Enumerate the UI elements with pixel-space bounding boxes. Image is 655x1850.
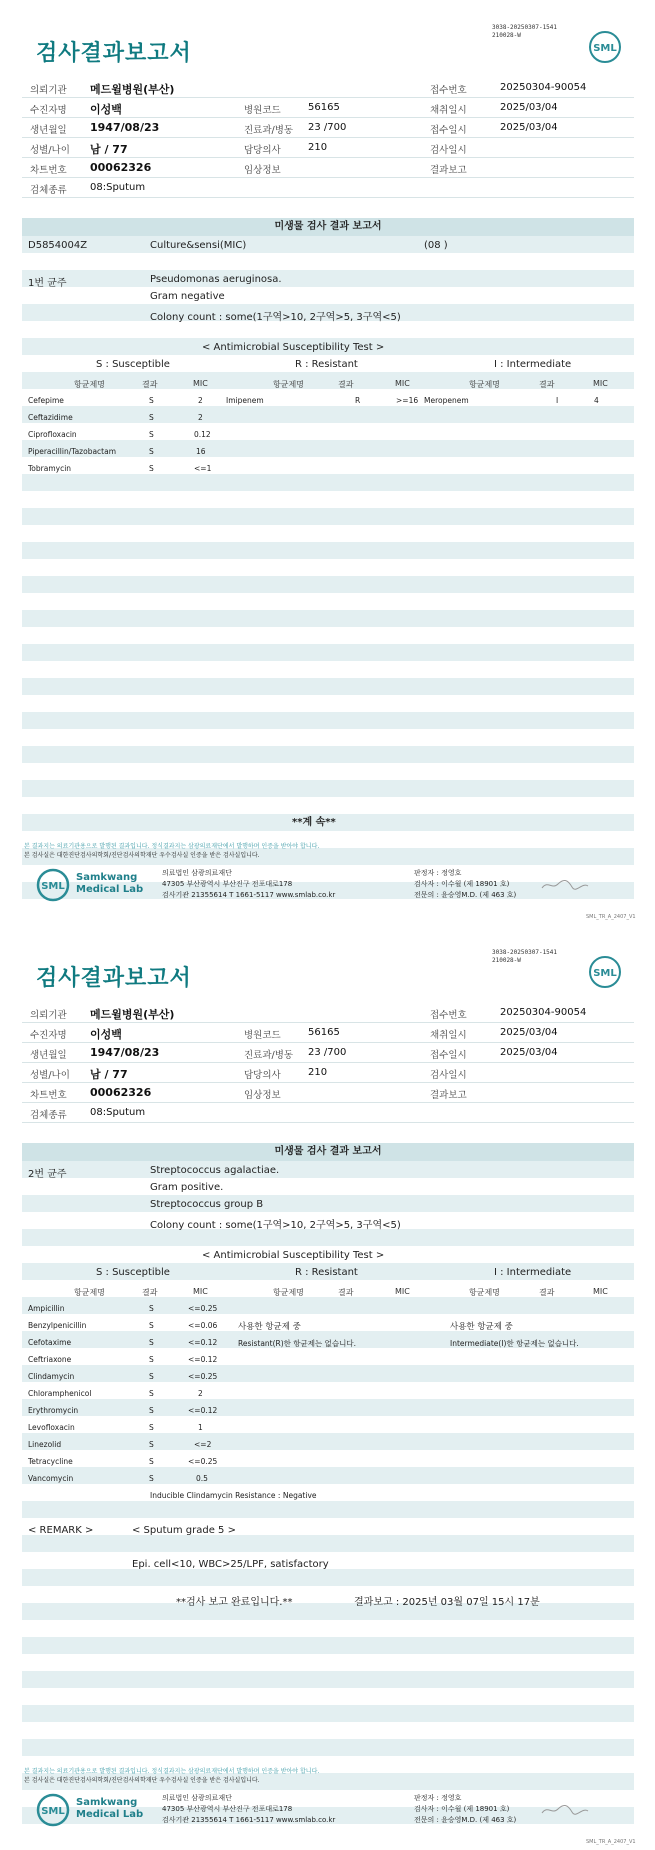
institution-value: 메드윌병원(부산) <box>90 83 175 96</box>
drug-mic: 0.12 <box>194 430 211 439</box>
drug-mic: 2 <box>198 1389 203 1398</box>
order-spec: (08 ) <box>424 240 448 251</box>
label-exam-date: 검사일시 <box>430 145 467 156</box>
section-title: 미생물 검사 결과 보고서 <box>22 1143 634 1161</box>
label-birth: 생년월일 <box>30 125 67 136</box>
gram-stain: Gram negative <box>150 291 225 302</box>
report-title: 검사결과보고서 <box>36 966 192 991</box>
footer-note-2: 본 검사실은 대한진단검사의학회/진단검사의학재단 우수검사실 인증을 받은 검사실입니다. <box>24 1777 260 1784</box>
legend-susceptible: S : Susceptible <box>96 359 170 370</box>
drug-mic: 4 <box>594 396 599 405</box>
receipt-date-value: 2025/03/04 <box>500 1047 558 1058</box>
chart-value: 00062326 <box>90 1086 152 1099</box>
label-hospital-code: 병원코드 <box>244 105 281 116</box>
patient-value: 이성백 <box>90 103 122 116</box>
logo-line-1: Samkwang <box>76 872 138 883</box>
label-hospital-code: 병원코드 <box>244 1030 281 1041</box>
collect-date-value: 2025/03/04 <box>500 102 558 113</box>
remark-grade: < Sputum grade 5 > <box>132 1525 236 1536</box>
drug-mic: 0.5 <box>196 1474 208 1483</box>
label-receipt-date: 접수일시 <box>430 1050 467 1061</box>
drug-name: Cefotaxime <box>28 1338 72 1347</box>
order-code: D5854004Z <box>28 240 88 251</box>
sml-logo <box>34 1789 144 1831</box>
doctor-value: 210 <box>308 142 328 153</box>
drug-result: S <box>149 1389 154 1398</box>
hospital-code-value: 56165 <box>308 1027 340 1038</box>
footer-org-info: 의료법인 삼광의료재단 47305 부산광역시 부산진구 전포대로178 검사기관 21355614 T 1661-5117 www.smlab.co.kr <box>162 869 336 899</box>
drug-name: Meropenem <box>424 396 469 405</box>
report-time: 결과보고 : 2025년 03월 07일 15시 17분 <box>354 1597 540 1608</box>
sex-age-value: 남 / 77 <box>90 143 128 156</box>
label-birth: 생년월일 <box>30 1050 67 1061</box>
ast-column-header: 항균제명 결과 MIC 항균제명 결과 MIC 항균제명 결과 MIC <box>74 1287 608 1297</box>
drug-result: S <box>149 464 154 473</box>
drug-mic: 16 <box>196 447 206 456</box>
drug-result: S <box>149 396 154 405</box>
continued-text: **계 속** <box>292 817 336 828</box>
drug-mic: >=16 <box>396 396 419 405</box>
legend-resistant: R : Resistant <box>295 1267 358 1278</box>
footer-signatures: 판정자 : 정영호 검사자 : 이수월 (제 18901 호) 전문의 : 윤승영M.D. (제 463 호) <box>414 869 517 899</box>
drug-name: Erythromycin <box>28 1406 79 1415</box>
label-sex-age: 성별/나이 <box>30 145 70 156</box>
drug-name: Benzylpenicillin <box>28 1321 87 1330</box>
receipt-date-value: 2025/03/04 <box>500 122 558 133</box>
label-dept: 진료과/병동 <box>244 125 294 136</box>
note-no-resistant: Resistant(R)한 항균제는 없습니다. <box>238 1339 357 1348</box>
drug-name: Ceftazidime <box>28 413 73 422</box>
footer-note-2: 본 검사실은 대한진단검사의학회/진단검사의학재단 우수검사실 인증을 받은 검사실입니다. <box>24 852 260 859</box>
section-title: 미생물 검사 결과 보고서 <box>22 218 634 236</box>
institution-value: 메드윌병원(부산) <box>90 1008 175 1021</box>
reference-number: 3038-20250307-1541 210028-W <box>492 24 558 39</box>
label-collect-date: 채취일시 <box>430 1030 467 1041</box>
svg-text:SML: SML <box>41 881 65 892</box>
patient-value: 이성백 <box>90 1028 122 1041</box>
drug-mic: <=0.25 <box>188 1457 218 1466</box>
ast-title: < Antimicrobial Susceptibility Test > <box>202 342 385 353</box>
legend-susceptible: S : Susceptible <box>96 1267 170 1278</box>
drug-name: Piperacillin/Tazobactam <box>28 447 117 456</box>
remark-detail: Epi. cell<10, WBC>25/LPF, satisfactory <box>132 1559 329 1570</box>
drug-mic: <=1 <box>194 464 212 473</box>
drug-result: S <box>149 1355 154 1364</box>
label-doctor: 담당의사 <box>244 1070 281 1081</box>
organism-group: Streptococcus group B <box>150 1199 264 1210</box>
organism-name: Streptococcus agalactiae. <box>150 1165 280 1176</box>
birth-value: 1947/08/23 <box>90 1046 160 1059</box>
collect-date-value: 2025/03/04 <box>500 1027 558 1038</box>
logo-line-2: Medical Lab <box>76 1809 144 1820</box>
label-specimen: 검체종류 <box>30 1110 67 1121</box>
hospital-code-value: 56165 <box>308 102 340 113</box>
drug-result: S <box>149 447 154 456</box>
drug-name: Cefepime <box>28 396 64 405</box>
label-doctor: 담당의사 <box>244 145 281 156</box>
note-used-i: 사용한 항균제 중 <box>450 1322 513 1332</box>
report-title: 검사결과보고서 <box>36 41 192 66</box>
gram-stain: Gram positive. <box>150 1182 224 1193</box>
clindamycin-resistance: Inducible Clindamycin Resistance : Negative <box>150 1491 317 1500</box>
drug-result: S <box>149 413 154 422</box>
report-complete: **검사 보고 완료입니다.** <box>176 1597 293 1608</box>
chart-value: 00062326 <box>90 161 152 174</box>
drug-name: Linezolid <box>28 1440 62 1449</box>
drug-result: S <box>149 1406 154 1415</box>
drug-name: Ceftriaxone <box>28 1355 72 1364</box>
drug-mic: <=0.12 <box>188 1355 218 1364</box>
drug-result: R <box>355 396 361 405</box>
signature-scribble-icon <box>540 878 590 892</box>
label-clinical: 임상정보 <box>244 1090 281 1101</box>
drug-mic: 2 <box>198 413 203 422</box>
sex-age-value: 남 / 77 <box>90 1068 128 1081</box>
drug-mic: <=0.25 <box>188 1372 218 1381</box>
drug-name: Imipenem <box>226 396 264 405</box>
svg-text:SML: SML <box>593 43 617 54</box>
label-result-report: 결과보고 <box>430 1090 467 1101</box>
sml-logo-icon <box>34 1793 72 1827</box>
drug-name: Ciprofloxacin <box>28 430 77 439</box>
ast-title: < Antimicrobial Susceptibility Test > <box>202 1250 385 1261</box>
label-receipt-no: 접수번호 <box>430 85 467 96</box>
legend-intermediate: I : Intermediate <box>494 1267 572 1278</box>
label-clinical: 임상정보 <box>244 165 281 176</box>
report-page-2 <box>0 925 655 1850</box>
drug-name: Levofloxacin <box>28 1423 75 1432</box>
footer-note-1: 본 결과지는 의료기관용으로 발행된 결과입니다. 정식결과지는 삼광의료재단에서 발행하며 인증을 받아야 합니다. <box>24 843 320 850</box>
label-result-report: 결과보고 <box>430 165 467 176</box>
receipt-no-value: 20250304-90054 <box>500 1007 587 1018</box>
label-receipt-no: 접수번호 <box>430 1010 467 1021</box>
logo-line-1: Samkwang <box>76 1797 138 1808</box>
drug-name: Chloramphenicol <box>28 1389 92 1398</box>
drug-result: S <box>149 1338 154 1347</box>
drug-mic: <=2 <box>194 1440 212 1449</box>
form-code: SML_TR_A_2407_V1 <box>586 1839 636 1845</box>
sml-badge-icon <box>588 30 622 64</box>
order-name: Culture&sensi(MIC) <box>150 240 247 251</box>
label-patient: 수진자명 <box>30 105 67 116</box>
organism-name: Pseudomonas aeruginosa. <box>150 274 282 285</box>
drug-name: Vancomycin <box>28 1474 74 1483</box>
label-dept: 진료과/병동 <box>244 1050 294 1061</box>
drug-result: S <box>149 1457 154 1466</box>
label-sex-age: 성별/나이 <box>30 1070 70 1081</box>
patient-header <box>22 1003 634 1123</box>
drug-result: S <box>149 1423 154 1432</box>
dept-value: 23 /700 <box>308 1047 347 1058</box>
sml-badge-icon <box>588 955 622 989</box>
drug-mic: <=0.25 <box>188 1304 218 1313</box>
drug-mic: <=0.12 <box>188 1406 218 1415</box>
label-patient: 수진자명 <box>30 1030 67 1041</box>
dept-value: 23 /700 <box>308 122 347 133</box>
isolate-label: 2번 균주 <box>28 1169 67 1180</box>
footer-signatures: 판정자 : 정영호 검사자 : 이수월 (제 18901 호) 전문의 : 윤승영M.D. (제 463 호) <box>414 1794 517 1824</box>
label-institution: 의뢰기관 <box>30 85 67 96</box>
specimen-value: 08:Sputum <box>90 1107 146 1118</box>
label-exam-date: 검사일시 <box>430 1070 467 1081</box>
specimen-value: 08:Sputum <box>90 182 146 193</box>
label-institution: 의뢰기관 <box>30 1010 67 1021</box>
svg-text:SML: SML <box>593 968 617 979</box>
note-used-r: 사용한 항균제 중 <box>238 1322 301 1332</box>
drug-result: S <box>149 1474 154 1483</box>
label-specimen: 검체종류 <box>30 185 67 196</box>
drug-result: S <box>149 1372 154 1381</box>
drug-name: Clindamycin <box>28 1372 75 1381</box>
colony-count: Colony count : some(1구역>10, 2구역>5, 3구역<5) <box>150 312 401 323</box>
isolate-label: 1번 균주 <box>28 278 67 289</box>
legend-resistant: R : Resistant <box>295 359 358 370</box>
drug-result: S <box>149 1440 154 1449</box>
drug-mic: <=0.06 <box>188 1321 218 1330</box>
label-receipt-date: 접수일시 <box>430 125 467 136</box>
legend-intermediate: I : Intermediate <box>494 359 572 370</box>
drug-result: S <box>149 1321 154 1330</box>
doctor-value: 210 <box>308 1067 328 1078</box>
drug-result: S <box>149 1304 154 1313</box>
label-chart: 차트번호 <box>30 1090 67 1101</box>
drug-name: Tobramycin <box>28 464 72 473</box>
footer-note-1: 본 결과지는 의료기관용으로 발행된 결과입니다. 정식결과지는 삼광의료재단에서 발행하며 인증을 받아야 합니다. <box>24 1768 320 1775</box>
sml-logo <box>34 864 144 906</box>
reference-number: 3038-20250307-1541 210028-W <box>492 949 558 964</box>
label-chart: 차트번호 <box>30 165 67 176</box>
drug-name: Tetracycline <box>28 1457 73 1466</box>
form-code: SML_TR_A_2407_V1 <box>586 914 636 920</box>
drug-mic: <=0.12 <box>188 1338 218 1347</box>
colony-count: Colony count : some(1구역>10, 2구역>5, 3구역<5) <box>150 1220 401 1231</box>
patient-header <box>22 78 634 198</box>
remark-label: < REMARK > <box>28 1525 94 1536</box>
drug-result: I <box>556 396 559 405</box>
drug-mic: 1 <box>198 1423 203 1432</box>
svg-text:SML: SML <box>41 1806 65 1817</box>
signature-scribble-icon <box>540 1803 590 1817</box>
note-no-intermediate: Intermediate(I)한 항균제는 없습니다. <box>450 1339 579 1348</box>
receipt-no-value: 20250304-90054 <box>500 82 587 93</box>
logo-line-2: Medical Lab <box>76 884 144 895</box>
label-collect-date: 채취일시 <box>430 105 467 116</box>
footer-org-info: 의료법인 삼광의료재단 47305 부산광역시 부산진구 전포대로178 검사기관 21355614 T 1661-5117 www.smlab.co.kr <box>162 1794 336 1824</box>
row-bands <box>22 1161 634 1841</box>
ast-column-header: 항균제명 결과 MIC 항균제명 결과 MIC 항균제명 결과 MIC <box>74 379 608 389</box>
drug-mic: 2 <box>198 396 203 405</box>
birth-value: 1947/08/23 <box>90 121 160 134</box>
drug-result: S <box>149 430 154 439</box>
sml-logo-icon <box>34 868 72 902</box>
drug-name: Ampicillin <box>28 1304 65 1313</box>
